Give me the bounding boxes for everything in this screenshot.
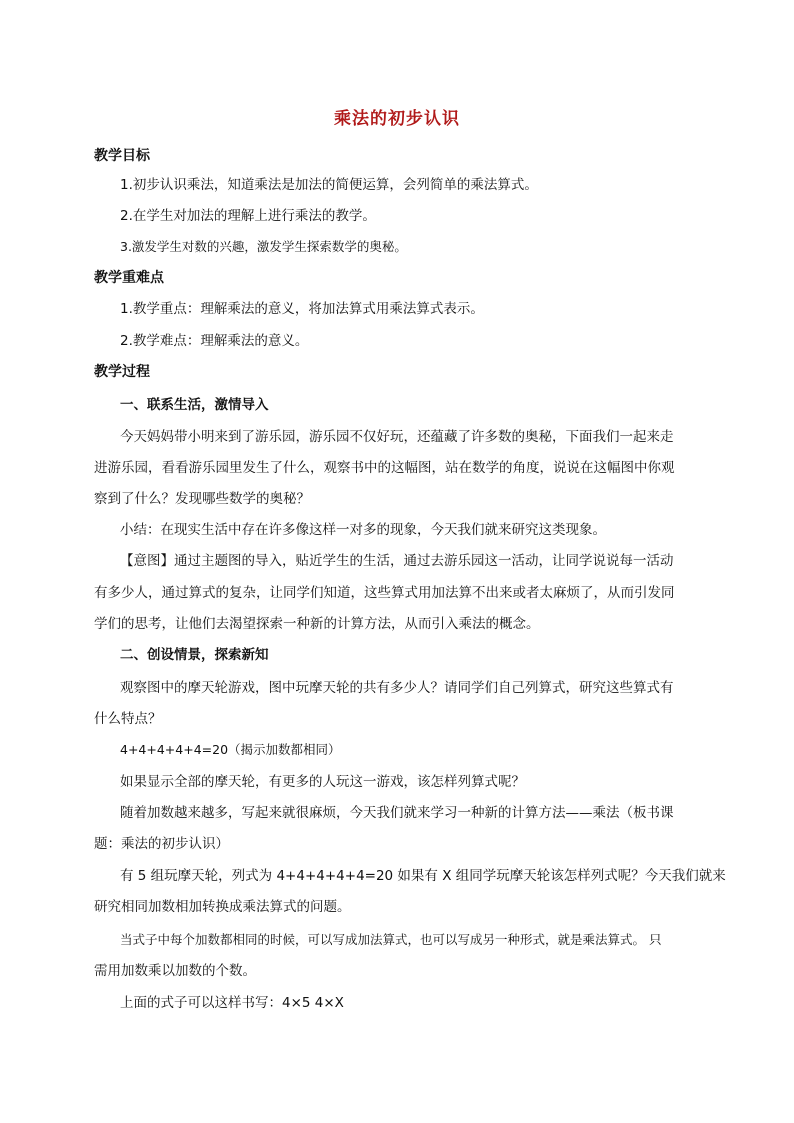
part2-paragraph-line: 当式子中每个加数都相同的时候，可以写成加法算式，也可以写成另一种形式，就是乘法算式。 只 [120,932,662,947]
part2-paragraph-line: 什么特点？ [94,711,162,727]
part1-paragraph-line: 进游乐园，看看游乐园里发生了什么，观察书中的这幅图，站在数学的角度，说说在这幅图中你观 [94,460,675,476]
part1-summary: 小结：在现实生活中存在许多像这样一对多的现象，今天我们就来研究这类现象。 [120,522,606,538]
key-point-item-1: 1.教学重点：理解乘法的意义，将加法算式用乘法算式表示。 [120,301,484,317]
part2-paragraph-line: 有 5 组玩摩天轮，列式为 4+4+4+4+4=20 如果有 X 组同学玩摩天轮该怎样列式呢？今天我们就来 [120,868,726,884]
part2-paragraph-line: 题：乘法的初步认识） [94,836,229,852]
part2-heading: 二、创设情景，探索新知 [120,647,269,663]
part2-equation: 4+4+4+4+4=20（揭示加数都相同） [120,742,341,757]
heading-teaching-process: 教学过程 [94,364,150,380]
goal-item-1: 1.初步认识乘法，知道乘法是加法的简便运算，会列简单的乘法算式。 [120,177,538,193]
part2-paragraph-line: 需用加数乘以加数的个数。 [94,963,256,979]
key-point-item-2: 2.教学难点：理解乘法的意义。 [120,333,309,349]
part2-paragraph-line: 研究相同加数相加转换成乘法算式的问题。 [94,899,351,915]
part2-paragraph-line: 随着加数越来越多，写起来就很麻烦，今天我们就来学习一种新的计算方法——乘法（板书课 [120,805,674,821]
heading-key-points: 教学重难点 [94,270,164,286]
goal-item-2: 2.在学生对加法的理解上进行乘法的教学。 [120,208,376,224]
part2-question: 如果显示全部的摩天轮，有更多的人玩这一游戏，该怎样列算式呢？ [120,774,525,790]
part2-paragraph-line: 观察图中的摩天轮游戏，图中玩摩天轮的共有多少人？请同学们自己列算式，研究这些算式有 [120,680,674,696]
part1-intent-line: 【意图】通过主题图的导入，贴近学生的生活，通过去游乐园这一活动，让同学说说每一活动 [120,553,674,569]
part1-intent-line: 有多少人，通过算式的复杂，让同学们知道，这些算式用加法算不出来或者太麻烦了，从而引发同 [94,585,675,601]
part1-intent-line: 学们的思考，让他们去渴望探索一种新的计算方法，从而引入乘法的概念。 [94,616,540,632]
part2-multiplication-form: 上面的式子可以这样书写：4×5 4×X [120,995,344,1011]
part1-heading: 一、联系生活，激情导入 [120,397,269,413]
part1-paragraph-line: 今天妈妈带小明来到了游乐园，游乐园不仅好玩，还蕴藏了许多数的奥秘，下面我们一起来走 [120,429,674,445]
heading-teaching-goals: 教学目标 [94,148,150,164]
part1-paragraph-line: 察到了什么？发现哪些数学的奥秘？ [94,491,310,507]
page-title: 乘法的初步认识 [334,109,460,129]
goal-item-3: 3.激发学生对数的兴趣，激发学生探索数学的奥秘。 [120,239,407,254]
